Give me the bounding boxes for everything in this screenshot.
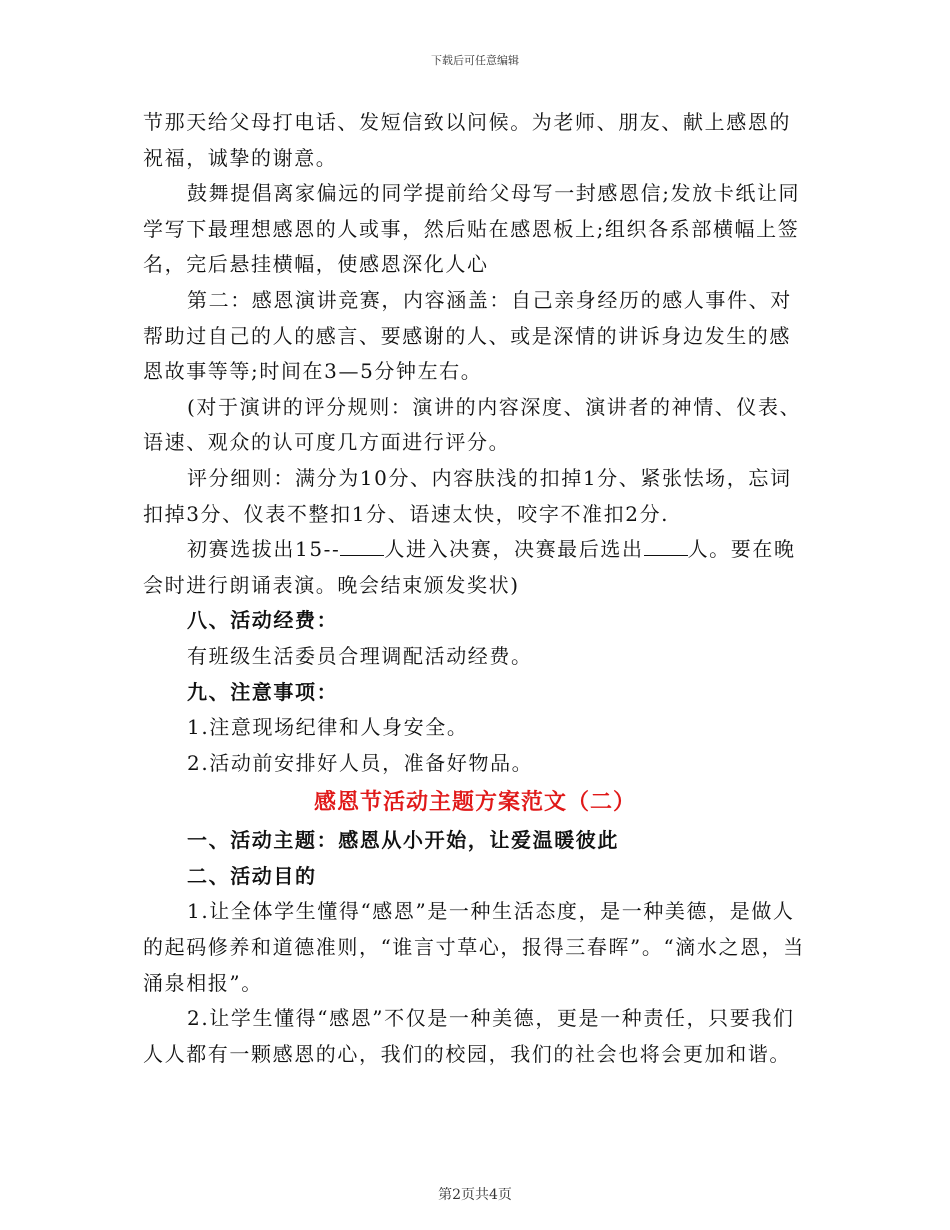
paragraph: 2.让学生懂得“感恩”不仅是一种美德，更是一种责任，只要我们人人都有一颗感恩的心，我们的校园，我们的社会也将会更加和谐。 [143, 1006, 795, 1066]
paragraph: 节那天给父母打电话、发短信致以问候。为老师、朋友、献上感恩的祝福，诚挚的谢意。 [143, 110, 791, 170]
list-item: 1.注意现场纪律和人身安全。 [187, 715, 469, 740]
heading-theme: 一、活动主题：感恩从小开始，让爱温暖彼此 [187, 828, 619, 853]
heading-funding: 八、活动经费： [187, 608, 339, 633]
text-segment: 初赛选拔出15-- [187, 537, 341, 562]
page-footer: 第2页共4页 [438, 1187, 512, 1203]
text-segment: 人。要在晚会时进行朗诵表演。晚会结束颁发奖状) [143, 537, 796, 597]
text-segment: 人进入决赛，决赛最后选出 [384, 537, 644, 562]
list-item: 2.活动前安排好人员，准备好物品。 [187, 750, 534, 775]
document-body [143, 105, 807, 1072]
fill-blank [644, 535, 688, 556]
paragraph: 1.让全体学生懂得“感恩”是一种生活态度，是一种美德，是做人的起码修养和道德准则，“谁言寸草心，报得三春晖”。“滴水之恩，当涌泉相报”。 [143, 899, 805, 995]
paragraph: 有班级生活委员合理调配活动经费。 [187, 643, 533, 668]
paragraph: (对于演讲的评分规则：演讲的内容深度、演讲者的神情、仪表、语速、观众的认可度几方面进行评分。 [143, 394, 802, 455]
section-title: 感恩节活动主题方案范文（二） [313, 789, 636, 816]
paragraph-with-blanks [143, 532, 807, 603]
page-header: 下载后可任意编辑 [431, 54, 519, 67]
paragraph: 第二：感恩演讲竞赛，内容涵盖：自己亲身经历的感人事件、对帮助过自己的人的感言、要感谢的人、或是深情的讲诉身边发生的感恩故事等等;时间在3—5分钟左右。 [143, 287, 792, 384]
heading-purpose: 二、活动目的 [187, 863, 317, 888]
heading-notes: 九、注意事项： [187, 679, 339, 704]
paragraph: 鼓舞提倡离家偏远的同学提前给父母写一封感恩信;发放卡纸让同学写下最理想感恩的人或事，然后贴在感恩板上;组织各系部横幅上签名，完后悬挂横幅，使感恩深化人心 [143, 181, 801, 277]
fill-blank [340, 535, 384, 556]
paragraph: 评分细则：满分为10分、内容肤浅的扣掉1分、紧张怯场，忘词扣掉3分、仪表不整扣1分、语速太快，咬字不准扣2分. [143, 465, 792, 526]
